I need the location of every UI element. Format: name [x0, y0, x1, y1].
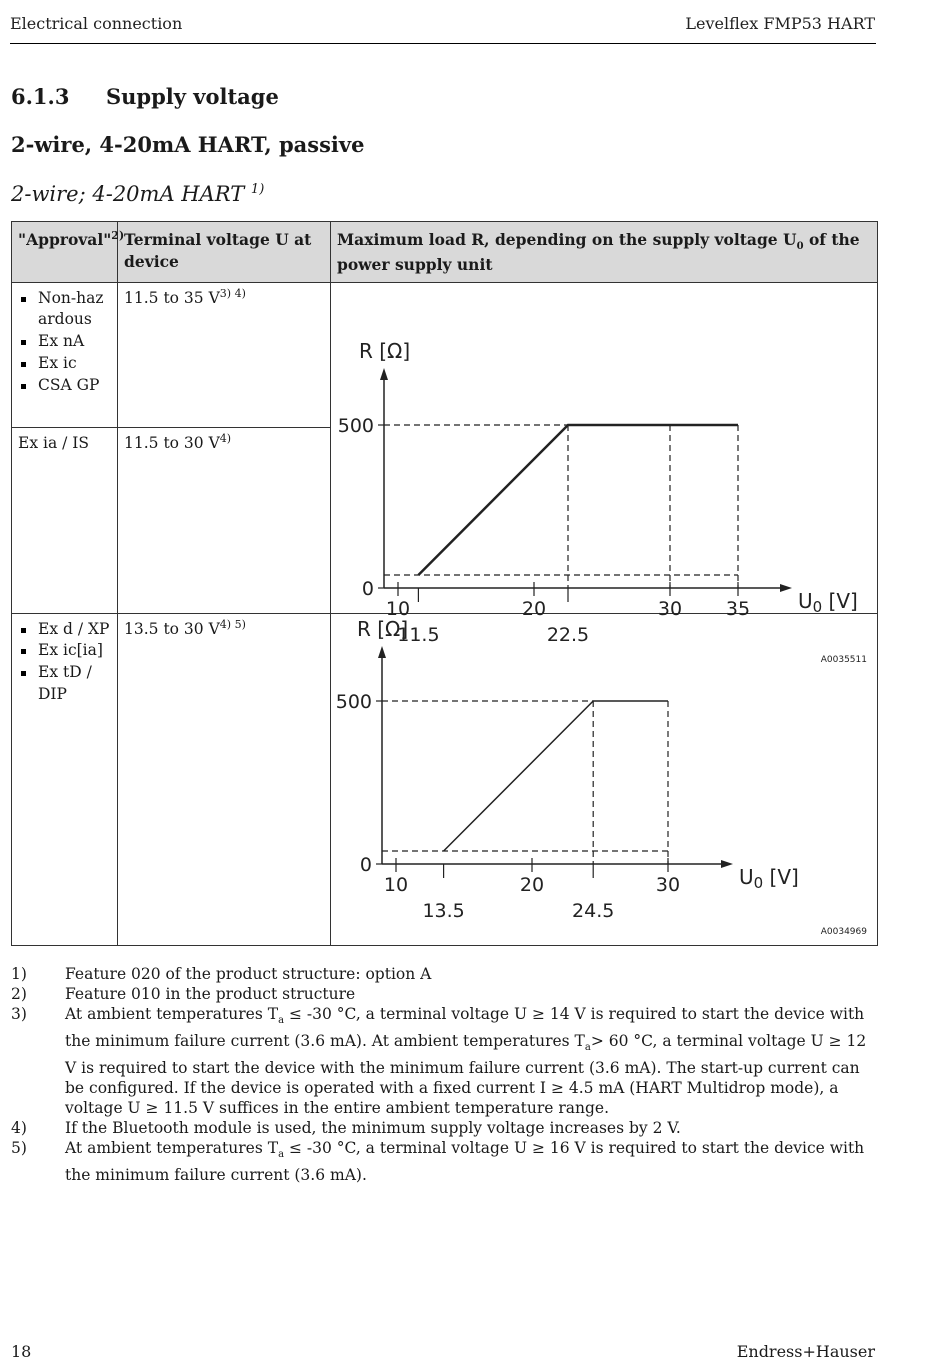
- voltage-refs: 4) 5): [219, 617, 246, 631]
- x-tick-label: 30: [655, 873, 681, 896]
- y-tick-label: 500: [337, 414, 374, 437]
- footnote: 2) Feature 010 in the product structure: [11, 985, 356, 1003]
- table-caption: [11, 182, 264, 206]
- footnote: 5) At ambient temperatures $T_a \le -30$ °C, a terminal voltage U ≥ 16 V is required to start the device with the minimum failure current (3.6 mA).: [11, 1139, 865, 1185]
- table-caption-text: 2-wire; 4-20mA HART: [11, 182, 245, 206]
- load-line: [444, 701, 668, 851]
- section-heading: [11, 84, 279, 109]
- list-item: Ex ic[ia]: [18, 640, 111, 662]
- figure-code: A0034969: [820, 926, 867, 937]
- approval-cell: [12, 613, 118, 945]
- x-axis-label: $U_0$ [V]: [798, 588, 858, 616]
- footnotes: [11, 964, 877, 1185]
- y-axis-label: R [Ω]: [357, 616, 409, 641]
- voltage-cell: 11.5 to 35 V$^{3) 4)}$: [118, 282, 331, 427]
- list-item: Ex d / XP: [18, 619, 111, 641]
- chart-cell-1: [331, 282, 878, 665]
- x-tick-label: 30: [657, 597, 683, 620]
- load-chart-2: [331, 614, 876, 944]
- x-tick-label: 10: [385, 597, 411, 620]
- supply-voltage-table: [11, 221, 878, 946]
- y-axis-label: R [Ω]: [359, 338, 411, 363]
- x-tick-label: 20: [521, 597, 547, 620]
- running-header-left: Electrical connection: [10, 14, 183, 33]
- footnote: 1) Feature 020 of the product structure: option A: [11, 965, 432, 983]
- table-row: [12, 613, 878, 945]
- col-header-terminal-voltage: Terminal voltage U at device: [118, 222, 331, 283]
- x-axis-label: $U_0$ [V]: [739, 864, 799, 892]
- table-row: [12, 282, 878, 427]
- y-axis-arrow: [380, 368, 388, 380]
- list-item: Ex ic: [18, 353, 111, 375]
- table-caption-ref: 1): [250, 182, 265, 197]
- voltage-cell: 13.5 to 30 V$^{4) 5)}$: [118, 613, 331, 945]
- x-tick-label: 35: [725, 597, 751, 620]
- footnote: 4) If the Bluetooth module is used, the minimum supply voltage increases by 2 V.: [11, 1119, 681, 1138]
- section-title: Supply voltage: [106, 84, 279, 109]
- list-item: Non-hazardous: [18, 288, 111, 331]
- section-number: 6.1.3: [11, 84, 70, 109]
- x-extra-label: 11.5: [397, 623, 440, 646]
- page-number: 18: [11, 1342, 32, 1361]
- x-axis-arrow: [721, 860, 733, 868]
- brand-footer: Endress+Hauser: [736, 1342, 875, 1361]
- voltage-refs: 4): [219, 431, 232, 445]
- x-tick-label: 10: [383, 873, 409, 896]
- list-item: Ex nA: [18, 331, 111, 353]
- x-axis-arrow: [780, 584, 792, 592]
- approval-ref: 2): [111, 228, 125, 242]
- running-header-right: Levelflex FMP53 HART: [685, 14, 875, 33]
- chart-cell-2: [331, 613, 878, 945]
- x-extra-label: 24.5: [572, 899, 615, 922]
- y-axis-arrow: [378, 646, 386, 658]
- approval-cell: [12, 282, 118, 427]
- col-header-max-load: Maximum load R, depending on the supply voltage $U_0$ of the power supply unit: [331, 222, 878, 283]
- voltage-cell: 11.5 to 30 V$^{4)}$: [118, 427, 331, 613]
- voltage-refs: 3) 4): [219, 286, 246, 300]
- list-item: Ex tD / DIP: [18, 662, 111, 705]
- approval-list: [18, 619, 111, 706]
- col-header-approval: "Approval"$^{2)}$: [12, 222, 118, 283]
- x-extra-label: 13.5: [422, 899, 465, 922]
- load-line: [418, 425, 738, 575]
- x-tick-label: 20: [519, 873, 545, 896]
- x-extra-label: 22.5: [546, 623, 590, 646]
- approval-list: [18, 288, 111, 396]
- subsection-heading: 2-wire, 4-20mA HART, passive: [11, 132, 365, 157]
- header-rule: [10, 43, 876, 44]
- list-item: CSA GP: [18, 375, 111, 397]
- y-tick-label: 0: [361, 577, 374, 600]
- figure-code: A0035511: [820, 654, 867, 665]
- y-tick-label: 0: [359, 853, 372, 876]
- y-tick-label: 500: [335, 690, 372, 713]
- approval-cell: Ex ia / IS: [12, 427, 118, 613]
- footnote: 3) At ambient temperatures $T_a \le -30$ °C, a terminal voltage U ≥ 14 V is required to start the device with the minimum failure current (3.6 mA). At ambient temperatures $T_a> 60$ °C, a terminal voltage U ≥ 12 V is required to start the device with the minimum failure current (3.6 mA). The start-up current can be configured. If the device is operated with a fixed current I ≥ 4.5 mA (HART Multidrop mode), a voltage U ≥ 11.5 V suffices in the entire ambient temperature range.: [11, 1005, 867, 1118]
